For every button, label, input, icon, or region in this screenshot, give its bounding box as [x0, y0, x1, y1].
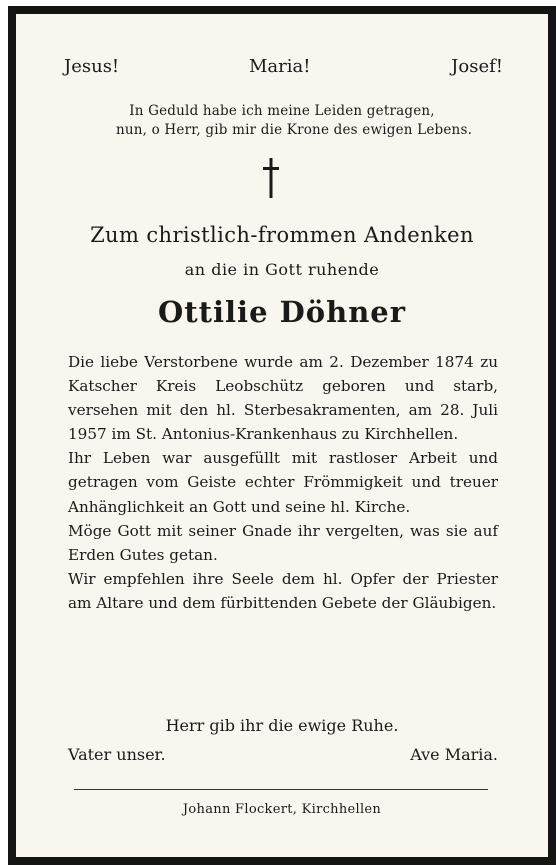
paragraph-birth-death: Die liebe Verstorbene wurde am 2. Dezember 1874 zu Katscher Kreis Leobschütz geboren und starb, versehen mit den hl. Sterbesakramenten, am 28. Juli 1957 im St. Antonius-Krankenhaus zu Kirchhellen.: [68, 353, 498, 444]
closing-vater-unser: Vater unser.: [68, 745, 166, 764]
blessing-line: Herr gib ihr die ewige Ruhe.: [165, 716, 399, 735]
memorial-card: [8, 6, 556, 865]
header-josef: Josef!: [451, 56, 503, 77]
paragraph-prayer-reward: Möge Gott mit seiner Gnade ihr vergelten, was sie auf Erden Gutes getan.: [68, 521, 498, 564]
header-maria: Maria!: [249, 56, 311, 77]
closing-ave-maria: Ave Maria.: [410, 745, 498, 764]
intro-subheading: an die in Gott ruhende: [184, 260, 380, 279]
deceased-name: Ottilie Döhner: [157, 295, 407, 329]
paragraph-life: Ihr Leben war ausgefüllt mit rastloser Arbeit und getragen vom Geiste echter Frömmigkeit und treuer Anhänglichkeit an Gott und seine hl. Kirche.: [68, 449, 498, 516]
motto: [16, 102, 548, 140]
header-jesus: Jesus!: [64, 56, 120, 77]
biography-text: [68, 350, 498, 615]
printer-imprint: Johann Flockert, Kirchhellen: [182, 802, 382, 817]
motto-line-2: nun, o Herr, gib mir die Krone des ewigen Lebens.: [115, 122, 473, 138]
divider: [74, 789, 488, 790]
header-invocation: [16, 56, 548, 82]
cross-icon: [263, 158, 279, 198]
paragraph-recommendation: Wir empfehlen ihre Seele dem hl. Opfer der Priester am Altare und dem fürbittenden Gebete der Gläubigen.: [68, 569, 498, 612]
closing-prayers: [16, 745, 548, 769]
intro-heading: Zum christlich-frommen Andenken: [90, 223, 474, 247]
motto-line-1: In Geduld habe ich meine Leiden getragen,: [129, 103, 435, 119]
